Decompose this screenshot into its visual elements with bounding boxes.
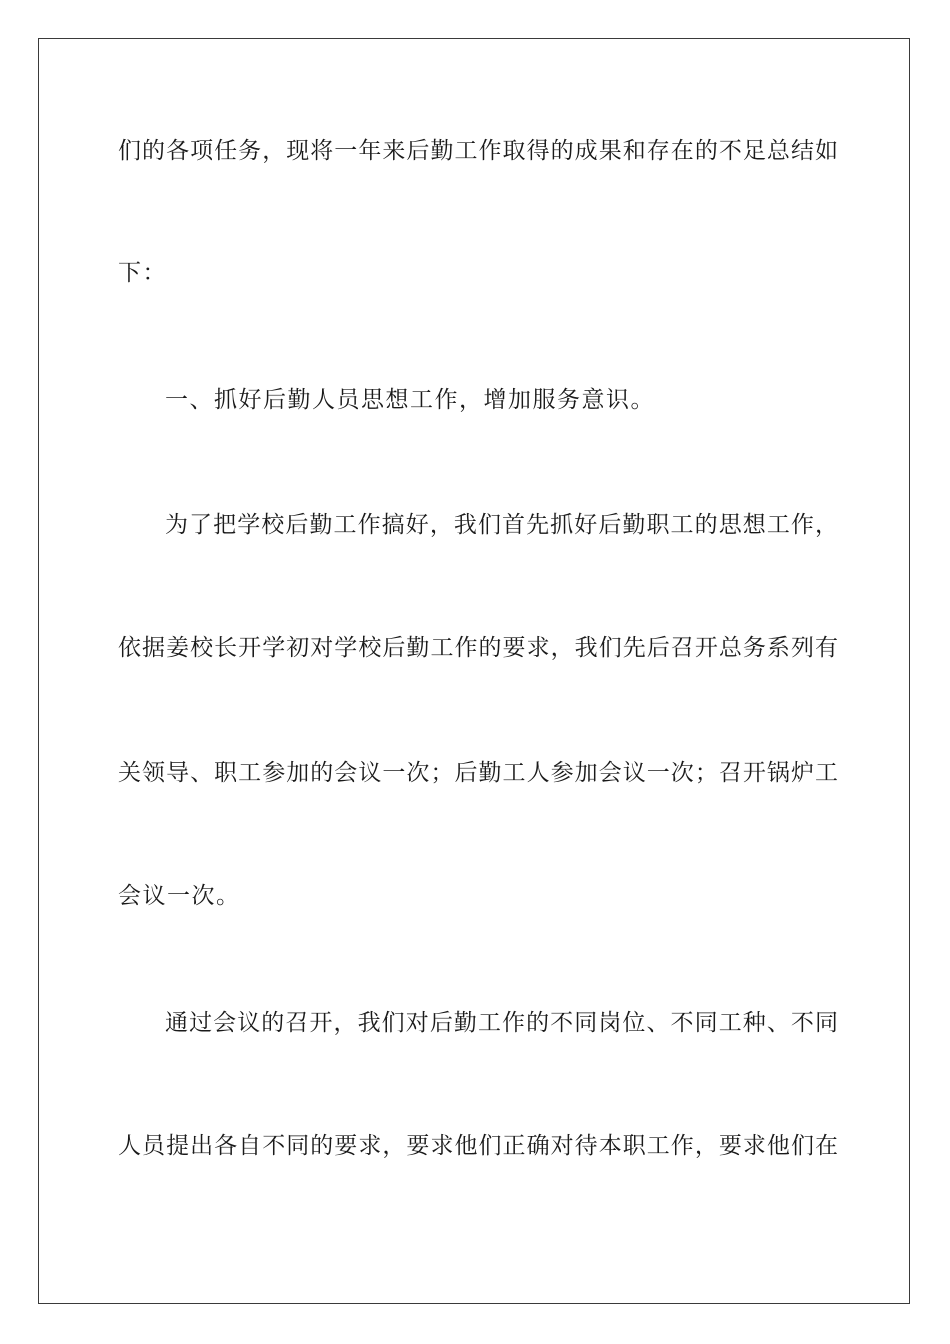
text-line: 依据姜校长开学初对学校后勤工作的要求，我们先后召开总务系列有 xyxy=(118,635,838,661)
text-line: 通过会议的召开，我们对后勤工作的不同岗位、不同工种、不同 xyxy=(165,1010,838,1036)
text-line: 为了把学校后勤工作搞好，我们首先抓好后勤职工的思想工作， xyxy=(165,512,838,538)
text-line: 会议一次。 xyxy=(118,883,241,909)
document-page xyxy=(38,38,910,1304)
text-line: 关领导、职工参加的会议一次；后勤工人参加会议一次；召开锅炉工 xyxy=(118,760,838,786)
section-heading: 一、抓好后勤人员思想工作，增加服务意识。 xyxy=(165,387,655,413)
text-line: 们的各项任务，现将一年来后勤工作取得的成果和存在的不足总结如 xyxy=(118,138,838,164)
text-line: 人员提出各自不同的要求，要求他们正确对待本职工作，要求他们在 xyxy=(118,1133,838,1159)
text-line: 下： xyxy=(118,260,167,286)
